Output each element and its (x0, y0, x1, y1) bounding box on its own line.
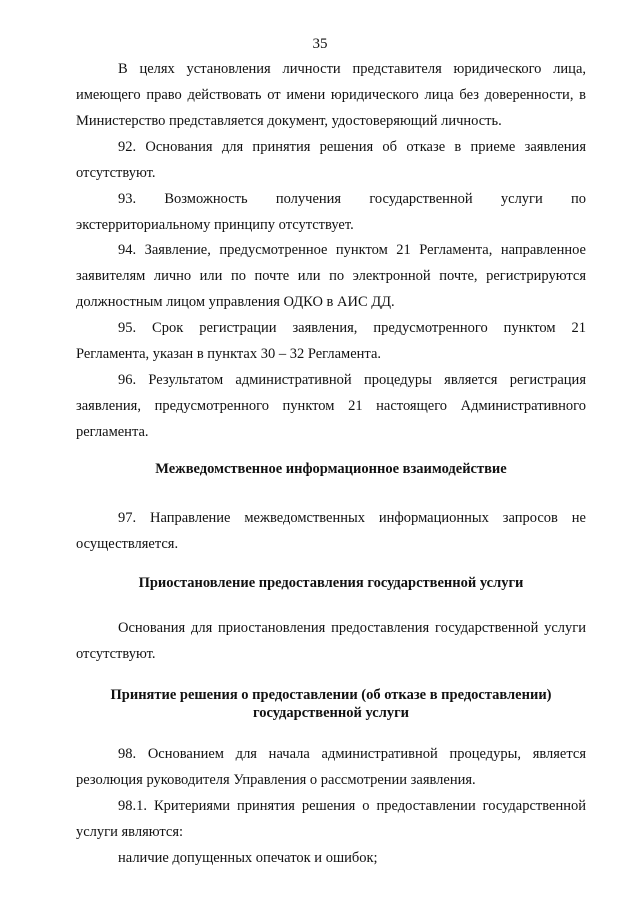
heading-decision-line1: Принятие решения о предоставлении (об отказе в предоставлении) (110, 687, 552, 703)
paragraph-98: 98. Основанием для начала административной процедуры, является резолюция руководителя Управления о рассмотрении заявления. (76, 746, 586, 788)
heading-suspension: Приостановление предоставления государственной услуги (138, 575, 524, 591)
paragraph-94-block (76, 237, 586, 315)
heading-decision-line2: государственной услуги (252, 705, 410, 721)
paragraph-93: 93. Возможность получения государственной услуги по экстерриториальному принципу отсутствует. (76, 191, 586, 233)
paragraph-typos: наличие допущенных опечаток и ошибок; (118, 850, 378, 866)
paragraph-94: 94. Заявление, предусмотренное пунктом 21 Регламента, направленное заявителям лично или по почте или по электронной почте, регистрируются должностным лицом управления ОДКО в АИС ДД. (76, 242, 586, 310)
paragraph-98-1: 98.1. Критериями принятия решения о предоставлении государственной услуги являются: (76, 798, 586, 840)
paragraph-95: 95. Срок регистрации заявления, предусмотренного пунктом 21 Регламента, указан в пунктах 30 – 32 Регламента. (76, 320, 586, 362)
paragraph-97-block (76, 505, 586, 557)
paragraph-98-1-block (76, 793, 586, 845)
paragraph-96-block (76, 367, 586, 445)
heading-decision-block (76, 686, 586, 722)
paragraph-95-block (76, 315, 586, 367)
paragraph-suspension: Основания для приостановления предоставления государственной услуги отсутствуют. (76, 620, 586, 662)
heading-suspension-block (76, 574, 586, 592)
page-number: 35 (312, 36, 328, 52)
paragraph-92-block (76, 134, 586, 186)
paragraph-98-block (76, 741, 586, 793)
heading-interagency: Межведомственное информационное взаимодействие (155, 461, 507, 477)
paragraph-intro-block (76, 56, 586, 134)
paragraph-93-block (76, 186, 586, 238)
paragraph-typos-block (76, 845, 586, 871)
paragraph-identity-document: В целях установления личности представителя юридического лица, имеющего право действовать от имени юридического лица без доверенности, в Министерство представляется документ, удостоверяющий личность. (76, 61, 586, 129)
paragraph-96: 96. Результатом административной процедуры является регистрация заявления, предусмотренного пунктом 21 настоящего Административного регламента. (76, 372, 586, 440)
paragraph-92: 92. Основания для принятия решения об отказе в приеме заявления отсутствуют. (76, 139, 586, 181)
heading-interagency-block (76, 460, 586, 478)
paragraph-97: 97. Направление межведомственных информационных запросов не осуществляется. (76, 510, 586, 552)
paragraph-suspension-block (76, 615, 586, 667)
